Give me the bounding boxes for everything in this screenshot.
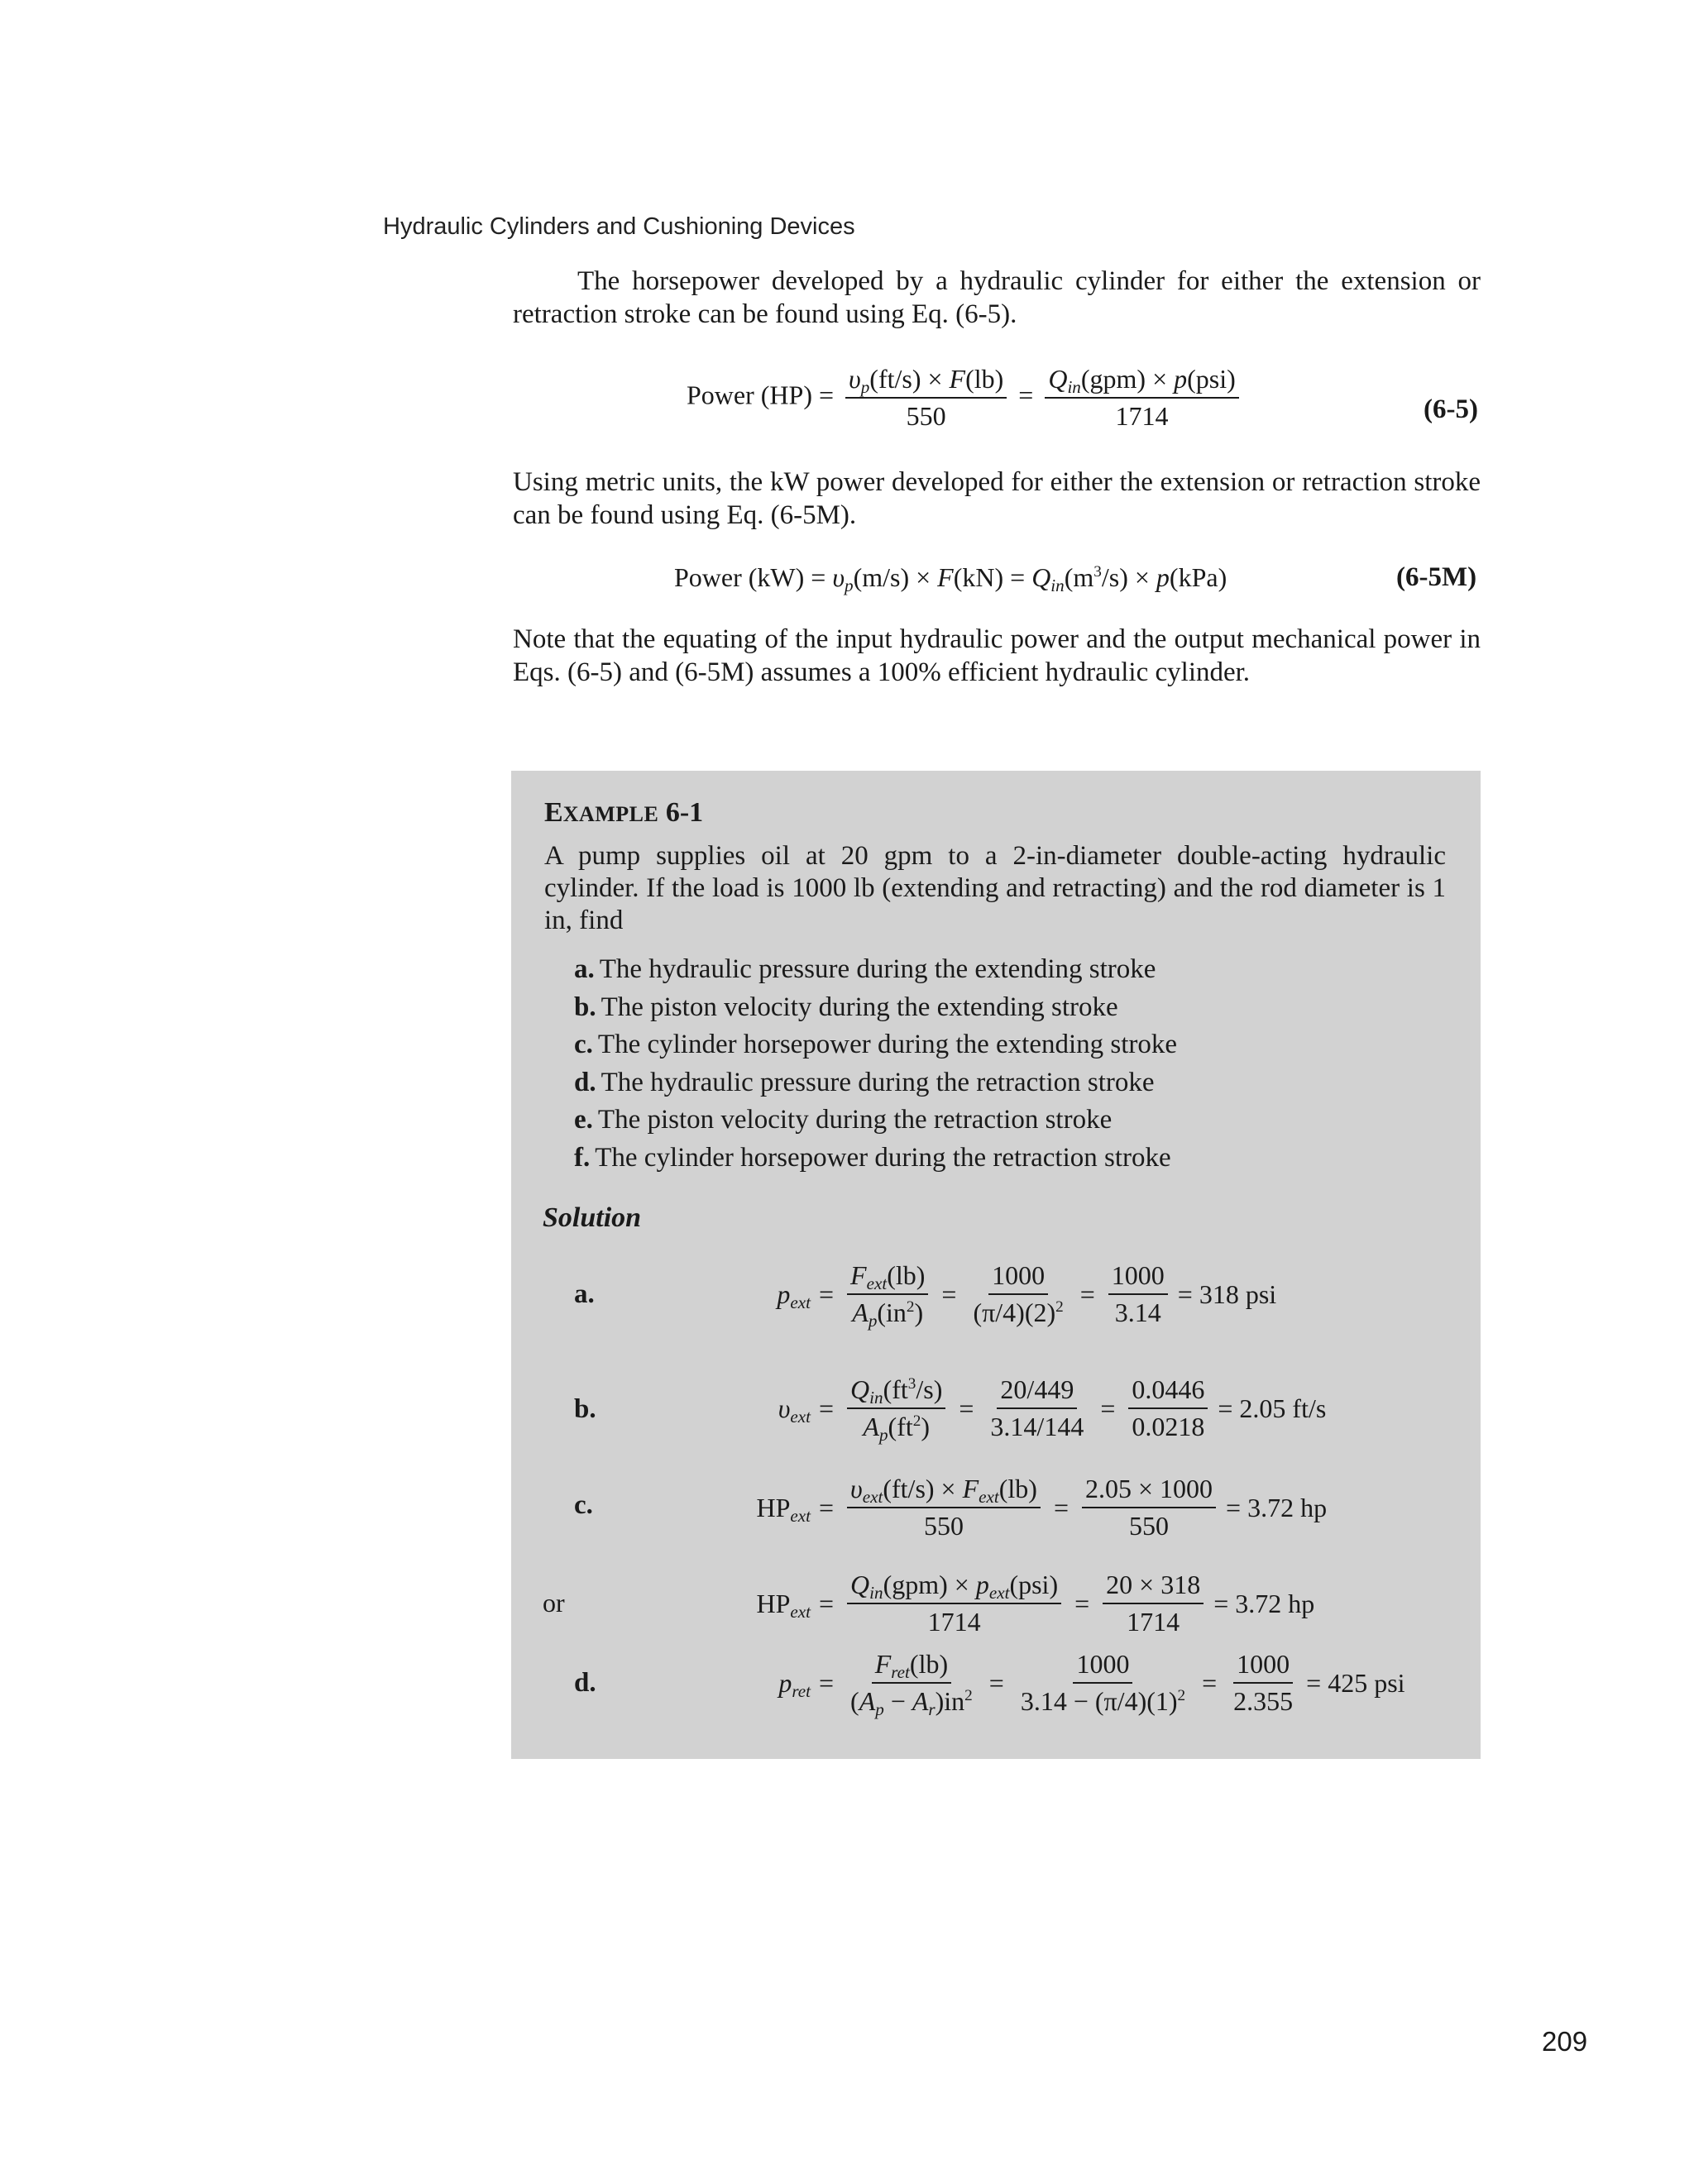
equation-number: (6-5M) (1396, 562, 1477, 592)
equation-lhs: Power (HP) (687, 380, 812, 410)
paragraph-note: Note that the equating of the input hydraulic power and the output mechanical power in Eqs. (6-5) and (6-5M) assumes a 100% efficient hydraulic cylinder. (513, 624, 1481, 687)
list-item: c. The cylinder horsepower during the extending stroke (574, 1030, 1178, 1059)
step-label: or (543, 1588, 565, 1618)
example-problem-text: A pump supplies oil at 20 gpm to a 2-in-diameter double-acting hydraulic cylinder. If the load is 1000 lb (extending and retracting) and the rod diameter is 1 in, find (544, 841, 1446, 935)
step-label: b. (574, 1394, 596, 1424)
equation-6-5: Power (HP) = $\frac{\upsilon_p(ft/s) \times F(lb)}{550}$ = $\frac{Q_{in}(gpm) \times p(psi)}{1714}$ (687, 364, 1244, 432)
step-label: c. (574, 1490, 593, 1520)
solution-equation-c-alt: $HP_{ext}$ = $\frac{Q_{in}(gpm) \times p_{ext}(psi)}{1714}$ = $\frac{20 \times 318}{1714}$ = 3.72 hp (756, 1570, 1315, 1637)
example-box (511, 771, 1481, 1759)
list-item: b. The piston velocity during the extending stroke (574, 992, 1118, 1022)
fraction: $\frac{\upsilon_p(ft/s) \times F(lb)}{550}$ (845, 364, 1007, 432)
list-item: e. The piston velocity during the retraction stroke (574, 1105, 1113, 1135)
solution-equation-a: $p_{ext}$ = $\frac{F_{ext}(lb)}{A_p(in^2)}$ = $\frac{1000}{(\pi/4)(2)^2}$ = $\frac{1000}{3.14}$ = 318 psi (777, 1260, 1277, 1331)
equation-6-5m: Power $(kW) = \upsilon_p(m/s) \times F(kN) = Q_{in}(m^3/s) \times p(kPa)$ (674, 562, 1227, 595)
fraction: $\frac{Q_{in}(gpm) \times p(psi)}{1714}$ (1045, 364, 1238, 432)
paragraph-intro: The horsepower developed by a hydraulic cylinder for either the extension or retraction stroke can be found using Eq. (6-5). (513, 266, 1481, 329)
paragraph-metric: Using metric units, the kW power developed for either the extension or retraction stroke can be found using Eq. (6-5M). (513, 467, 1481, 530)
equation-number: (6-5) (1424, 394, 1478, 424)
solution-equation-b: $\upsilon_{ext}$ = $\frac{Q_{in}(ft^3/s)}{A_p(ft^2)}$ = $\frac{20/449}{3.14/144}$ = $\frac{0.0446}{0.0218}$ = 2.05 ft/s (778, 1374, 1327, 1445)
list-item: d. The hydraulic pressure during the retraction stroke (574, 1068, 1155, 1097)
step-label: d. (574, 1668, 596, 1698)
page-number: 209 (1542, 2026, 1588, 2057)
list-item: a. The hydraulic pressure during the extending stroke (574, 954, 1156, 984)
running-header: Hydraulic Cylinders and Cushioning Devices (383, 213, 855, 240)
example-title: EXAMPLE 6-1 (544, 797, 704, 828)
solution-heading: Solution (543, 1202, 642, 1233)
list-item: f. The cylinder horsepower during the retraction stroke (574, 1143, 1171, 1173)
solution-equation-d: $p_{ret}$ = $\frac{F_{ret}(lb)}{(A_p - A_r)in^2}$ = $\frac{1000}{3.14 - (\pi/4)(1)^2}$ = $\frac{1000}{2.355}$ = 425 psi (778, 1649, 1405, 1719)
step-label: a. (574, 1279, 595, 1309)
solution-equation-c: $HP_{ext}$ = $\frac{\upsilon_{ext}(ft/s) \times F_{ext}(lb)}{550}$ = $\frac{2.05 \times 1000}{550}$ = 3.72 hp (756, 1474, 1328, 1541)
